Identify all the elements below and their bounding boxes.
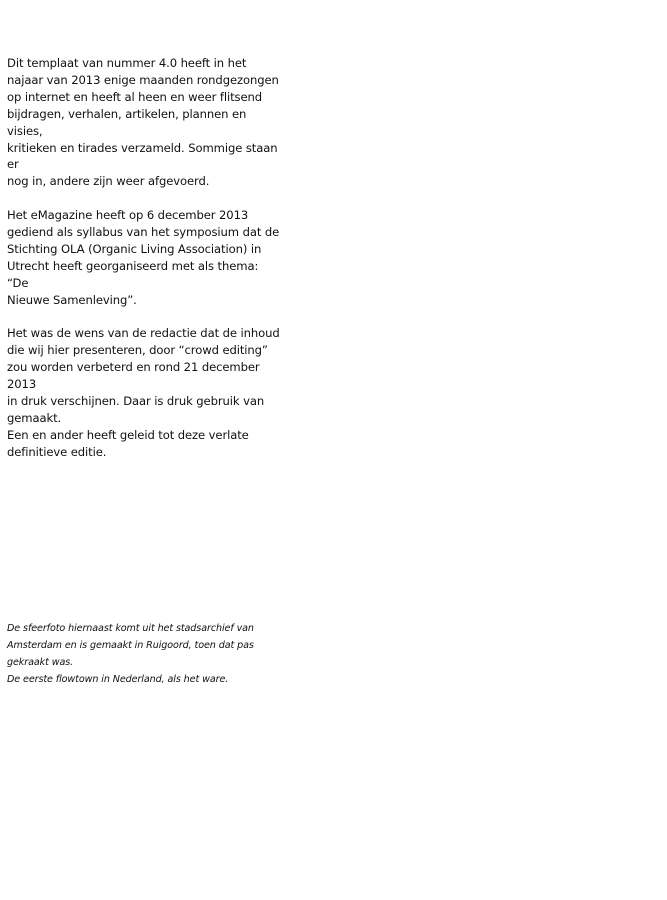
caption-flowtown: De eerste flowtown in Nederland, als het ware. (7, 673, 229, 685)
intro-text-block (7, 55, 282, 478)
paragraph-crowd-editing: Het was de wens van de redactie dat de inhoud die wij hier presenteren, door “crowd editing” zou worden verbeterd en rond 21 december 2013 in druk verschijnen. Daar is druk gebruik van gemaakt. (7, 326, 280, 425)
paragraph-final-edition: Een en ander heeft geleid tot deze verlate definitieve editie. (7, 427, 249, 459)
paragraph-symposium: Het eMagazine heeft op 6 december 2013 gediend als syllabus van het symposium dat de Stichting OLA (Organic Living Association) in Utrecht heeft georganiseerd met als thema: “De Nieuwe Samenleving”. (7, 208, 280, 307)
caption-photo-source: De sfeerfoto hiernaast komt uit het stadsarchief van Amsterdam en is gemaakt in Ruigoord, toen dat pas gekraakt was. (7, 623, 254, 668)
photo-caption (7, 621, 282, 689)
paragraph-template-history: Dit templaat van nummer 4.0 heeft in het najaar van 2013 enige maanden rondgezongen op internet en heeft al heen en weer flitsend bijdragen, verhalen, artikelen, plannen en visies, kritieken en tirades verzameld. Sommige staan er nog in, andere zijn weer afgevoerd. (7, 56, 279, 189)
